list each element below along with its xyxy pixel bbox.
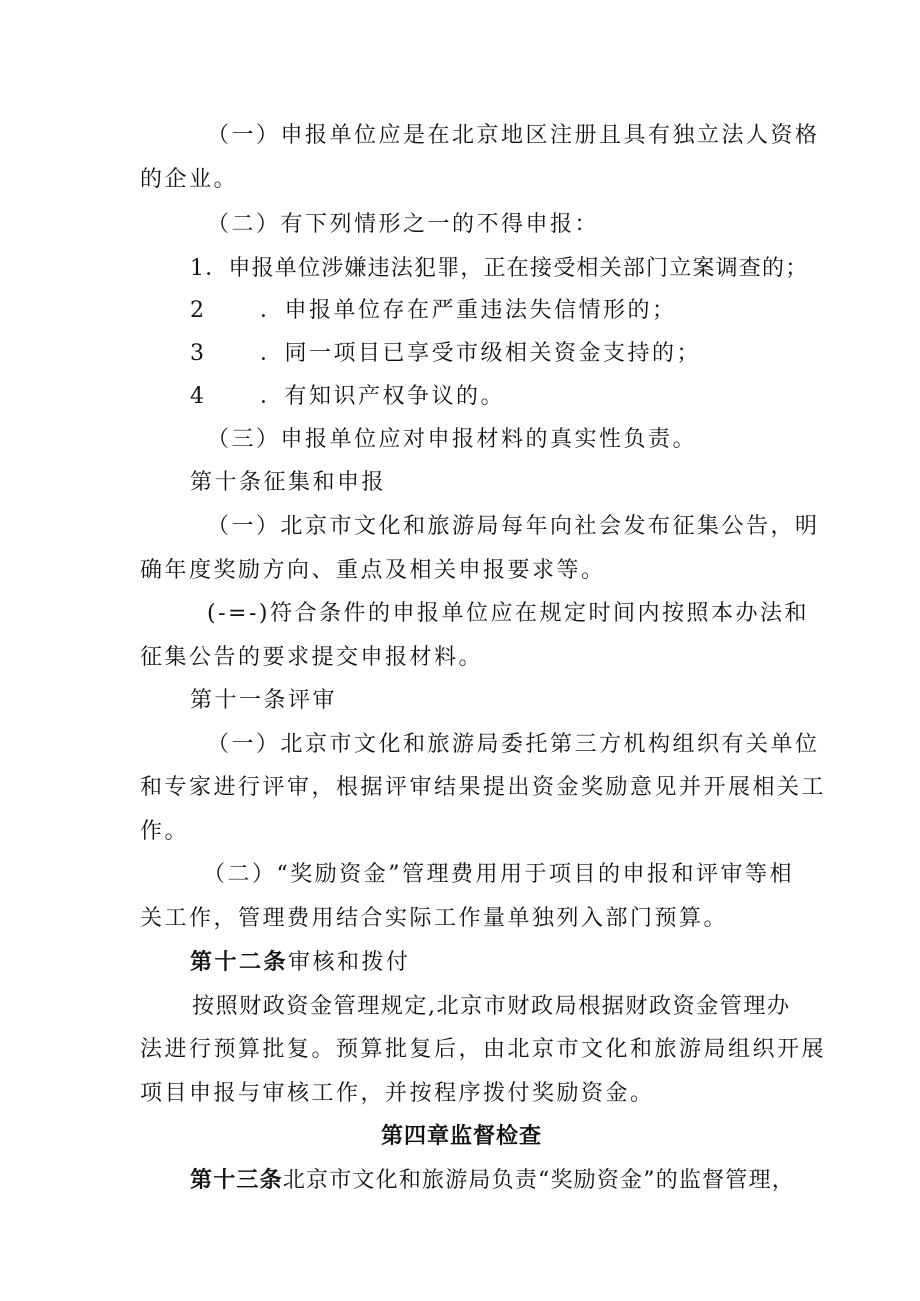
article-13-line-1	[190, 1166, 795, 1196]
chapter-4-title: 第四章监督检查	[381, 1124, 543, 1149]
article-11-para-1-line-1: （一）北京市文化和旅游局委托第三方机构组织有关单位	[207, 732, 820, 757]
article-12-heading	[190, 948, 411, 978]
para-1-line-2: 的企业。	[140, 167, 239, 192]
article-10-para-2-line-2: 征集公告的要求提交申报材料。	[140, 645, 484, 670]
article-10-para-2-line-1: (-=-)符合条件的申报单位应在规定时间内按照本办法和	[207, 601, 809, 626]
article-11-para-1-line-2: 和专家进行评审，根据评审结果提出资金奖励意见并开展相关工	[140, 775, 827, 800]
article-12-para-line-2: 法进行预算批复。预算批复后，由北京市文化和旅游局组织开展	[140, 1037, 827, 1062]
list-item-4	[190, 382, 505, 412]
para-2: （二）有下列情形之一的不得申报：	[207, 212, 600, 237]
article-12-label: 第十二条	[190, 950, 289, 975]
list-item-3-number: 3	[190, 341, 207, 366]
list-item-2-text: ．申报单位存在严重违法失信情形的；	[260, 298, 677, 323]
article-12-para-line-3: 项目申报与审核工作，并按程序拨付奖励资金。	[140, 1081, 655, 1106]
article-11-heading: 第十一条评审	[190, 688, 338, 713]
article-13-label: 第十三条	[190, 1168, 283, 1193]
article-10-para-1-line-1: （一）北京市文化和旅游局每年向社会发布征集公告，明	[207, 514, 820, 539]
article-10-para-1-line-2: 确年度奖励方向、重点及相关申报要求等。	[140, 558, 606, 583]
list-item-4-text: ．有知识产权争议的。	[260, 384, 506, 409]
para-3: （三）申报单位应对申报材料的真实性负责。	[207, 427, 698, 452]
article-11-para-2-line-2: 关工作，管理费用结合实际工作量单独列入部门预算。	[140, 906, 729, 931]
article-11-para-1-line-3: 作。	[140, 819, 190, 844]
para-1-line-1: （一）申报单位应是在北京地区注册且具有独立法人资格	[207, 123, 820, 148]
article-10-heading: 第十条征集和申报	[190, 470, 387, 495]
list-item-1: 1．申报单位涉嫌违法犯罪，正在接受相关部门立案调查的；	[190, 256, 809, 281]
article-13-text: 北京市文化和旅游局负责“奖励资金”的监督管理，	[282, 1168, 795, 1193]
list-item-2	[190, 296, 677, 326]
article-12-para-line-1: 按照财政资金管理规定,北京市财政局根据财政资金管理办	[192, 994, 791, 1019]
list-item-3	[190, 339, 701, 369]
list-item-2-number: 2	[190, 298, 207, 323]
list-item-3-text: ．同一项目已享受市级相关资金支持的；	[260, 341, 702, 366]
list-item-4-number: 4	[190, 384, 207, 409]
article-12-title: 审核和拨付	[288, 950, 411, 975]
article-11-para-2-line-1: （二）“奖励资金”管理费用用于项目的申报和评审等相	[203, 862, 794, 887]
